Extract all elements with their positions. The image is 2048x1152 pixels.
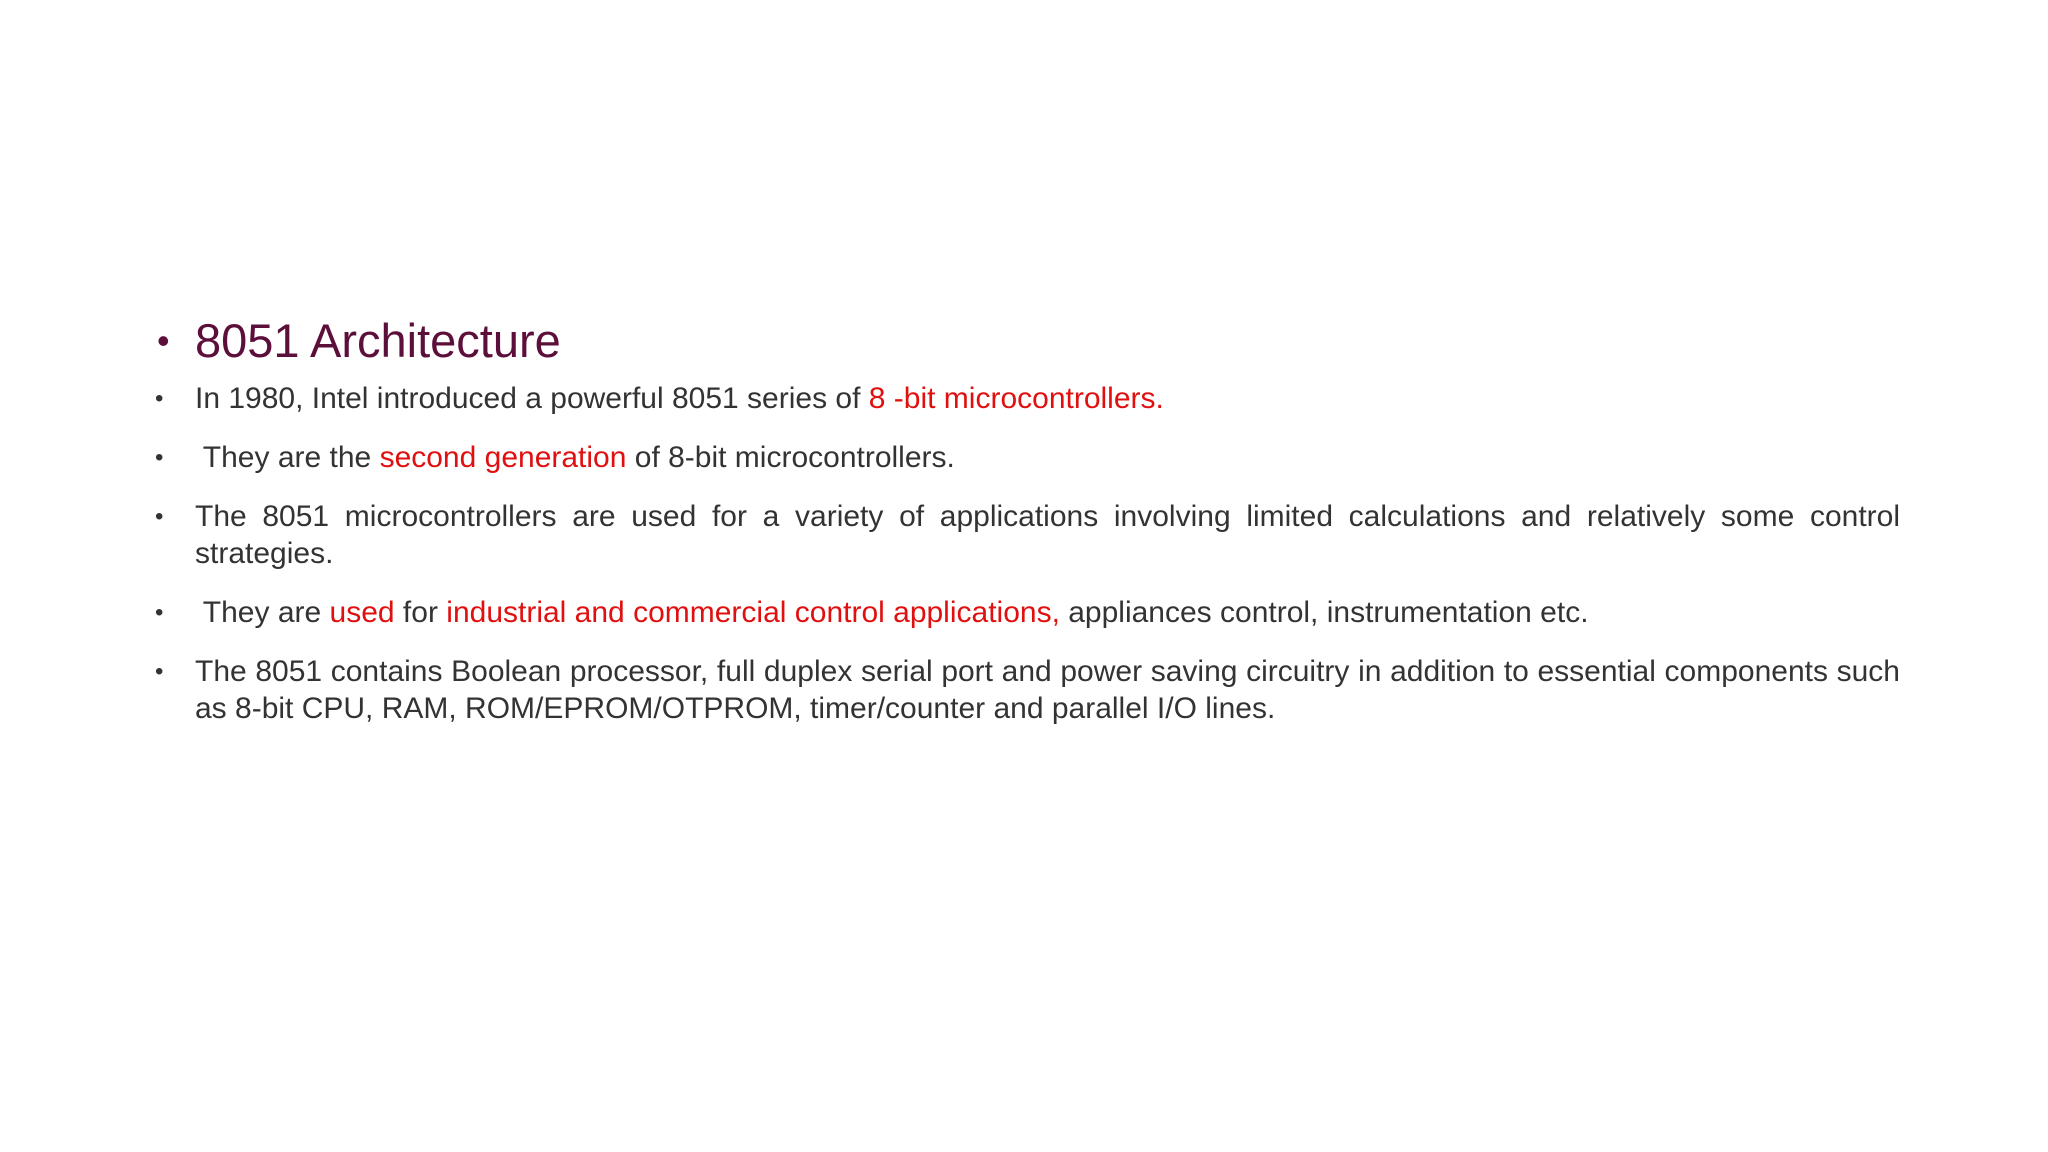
- bullet-icon: •: [155, 599, 164, 626]
- bullet-item-4: [155, 594, 1900, 631]
- slide-content: [155, 312, 1900, 749]
- bullet-icon: •: [155, 385, 164, 412]
- bullet-text: They are the: [195, 441, 380, 474]
- bullet-text: appliances control, instrumentation etc.: [1059, 596, 1589, 629]
- bullet-item-3: [155, 498, 1900, 572]
- bullet-icon: •: [155, 658, 164, 685]
- bullet-text: They are: [195, 596, 330, 629]
- bullet-text: The 8051 contains Boolean processor, full duplex serial port and power saving circuitry in addition to essential components such as 8-bit CPU, RAM, ROM/EPROM/OTPROM, timer/counter and parallel I/O lines.: [195, 655, 1900, 725]
- bullet-text: of 8-bit microcontrollers.: [626, 441, 955, 474]
- slide-heading: [155, 312, 1900, 370]
- bullet-text: The 8051 microcontrollers are used for a variety of applications involving limited calculations and relatively some control strategies.: [195, 500, 1900, 570]
- bullet-text: In 1980, Intel introduced a powerful 8051 series of: [195, 382, 869, 415]
- bullet-item-2: [155, 439, 1900, 476]
- highlight-text: industrial and commercial control applications,: [446, 596, 1060, 629]
- bullet-item-1: [155, 380, 1900, 417]
- bullet-item-5: [155, 653, 1900, 727]
- heading-text: 8051 Architecture: [195, 314, 561, 367]
- bullet-text: for: [394, 596, 447, 629]
- highlight-text: used: [329, 596, 395, 629]
- bullet-icon: •: [157, 320, 170, 361]
- bullet-icon: •: [155, 444, 164, 471]
- bullet-icon: •: [155, 503, 164, 530]
- highlight-text: 8 -bit microcontrollers.: [868, 382, 1164, 415]
- highlight-text: second generation: [379, 441, 627, 474]
